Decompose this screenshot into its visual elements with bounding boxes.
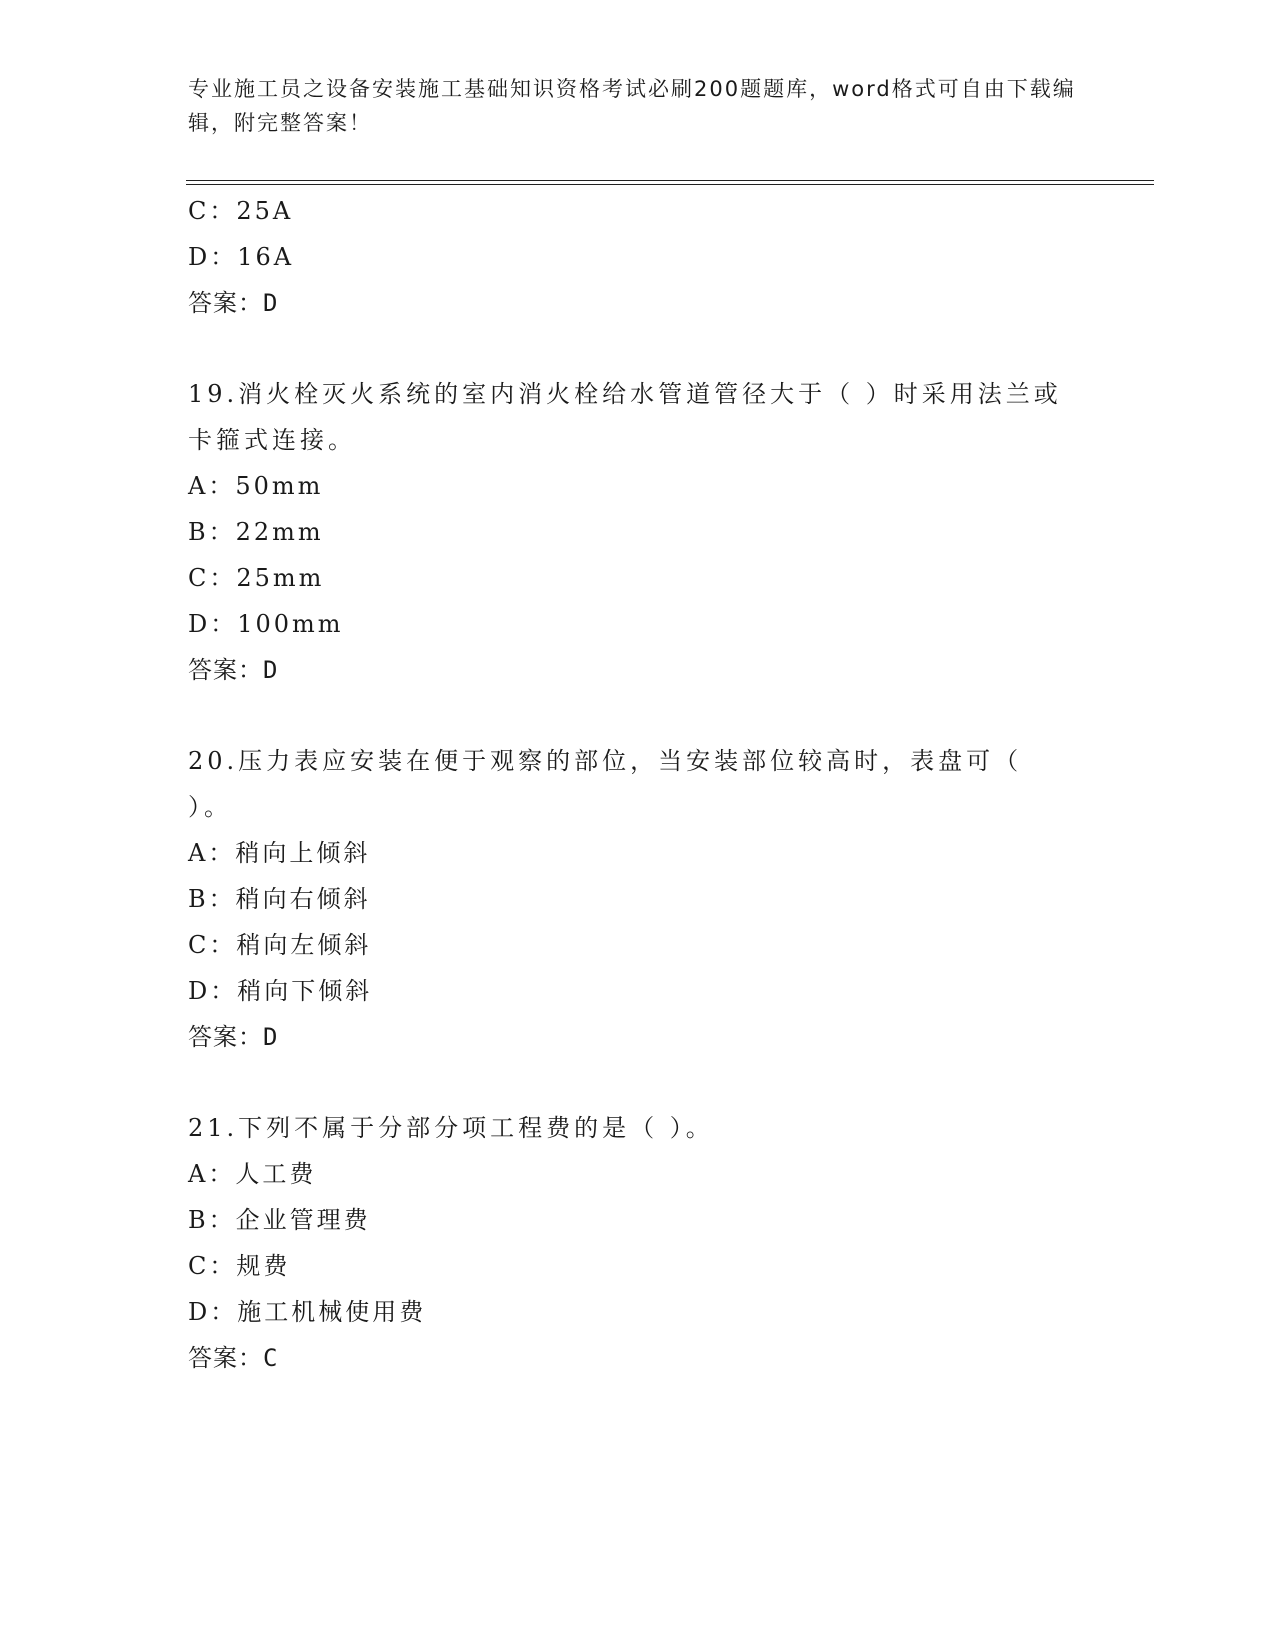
answer-key: D [263, 1023, 279, 1051]
option-d: D：100mm [188, 610, 344, 638]
question-stem: 21.下列不属于分部分项工程费的是（ ）。 [188, 1114, 714, 1142]
answer-label: 答案： [188, 1023, 263, 1051]
option-d: D：稍向下倾斜 [188, 977, 373, 1005]
option-b: B：稍向右倾斜 [188, 885, 371, 913]
answer-line [188, 1014, 1068, 1060]
question-20 [188, 738, 1068, 1060]
answer-label: 答案： [188, 289, 263, 317]
answer-line [188, 280, 1068, 326]
answer-key: C [263, 1344, 279, 1372]
option-a: A：50mm [188, 472, 324, 500]
option-b: B：企业管理费 [188, 1206, 371, 1234]
option-d: D：施工机械使用费 [188, 1298, 427, 1326]
continued-question-block [188, 188, 1068, 326]
option-c: C：稍向左倾斜 [188, 931, 372, 959]
header-double-rule [186, 180, 1154, 185]
document-body [188, 188, 1068, 1381]
page-header-title: 专业施工员之设备安装施工基础知识资格考试必刷200题题库，word格式可自由下载编辑，附完整答案！ [188, 77, 1076, 135]
option-a: A：人工费 [188, 1160, 317, 1188]
option-d: D：16A [188, 243, 295, 271]
answer-key: D [263, 289, 279, 317]
answer-key: D [263, 656, 279, 684]
answer-label: 答案： [188, 1344, 263, 1372]
answer-line [188, 647, 1068, 693]
answer-line [188, 1335, 1068, 1381]
question-stem: 20.压力表应安装在便于观察的部位，当安装部位较高时，表盘可（ ）。 [188, 747, 1023, 821]
option-c: C：25mm [188, 564, 325, 592]
option-c: C：25A [188, 197, 294, 225]
answer-label: 答案： [188, 656, 263, 684]
option-c: C：规费 [188, 1252, 291, 1280]
option-a: A：稍向上倾斜 [188, 839, 371, 867]
option-b: B：22mm [188, 518, 324, 546]
question-stem: 19.消火栓灭火系统的室内消火栓给水管道管径大于（ ）时采用法兰或卡箍式连接。 [188, 380, 1062, 454]
question-21 [188, 1105, 1068, 1381]
question-19 [188, 371, 1068, 693]
